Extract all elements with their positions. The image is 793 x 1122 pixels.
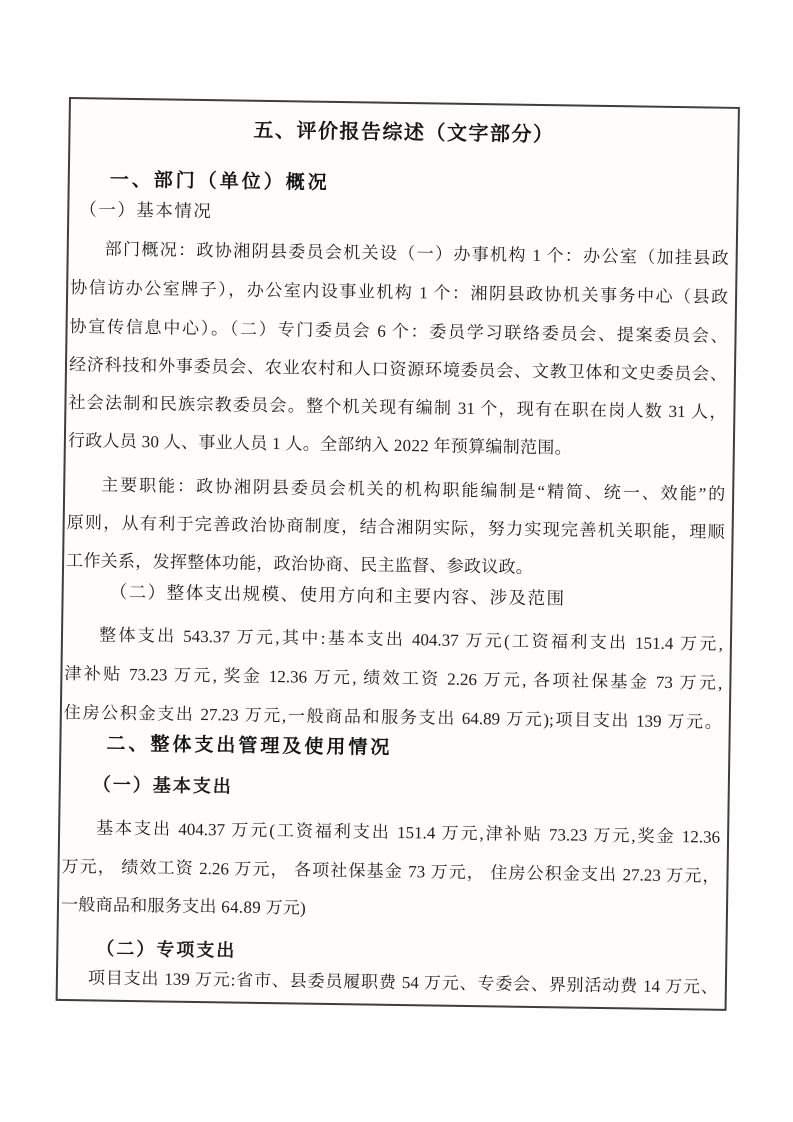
subsection-heading-overall-expenditure: （二）整体支出规模、使用方向和主要内容、涉及范围 xyxy=(109,581,566,609)
subsection-heading-special-expenditure: （二）专项支出 xyxy=(96,938,237,961)
paragraph-line: 原则，从有利于完善政治协商制度，结合湘阴实际，努力实现完善机关职能，理顺 xyxy=(66,513,725,542)
document-border-box xyxy=(56,97,740,1011)
paragraph-line: 津补贴 73.23 万元, 奖金 12.36 万元, 绩效工资 2.26 万元, 各项社保基金 73 万元, xyxy=(64,663,723,693)
paragraph-line: 万元， 绩效工资 2.26 万元， 各项社保基金 73 万元， 住房公积金支出 27.23 万元， xyxy=(61,856,720,886)
paragraph-line: 行政人员 30 人、事业人员 1 人。全部纳入 2022 年预算编制范围。 xyxy=(67,431,573,458)
paragraph-line: 整体支出 543.37 万元,其中:基本支出 404.37 万元(工资福利支出 151.4 万元, xyxy=(98,625,724,654)
subsection-heading-basic-expenditure: （一）基本支出 xyxy=(92,774,233,797)
page-title: 五、评价报告综述（文字部分） xyxy=(253,119,555,147)
subsection-heading-basic-info: （一）基本情况 xyxy=(79,199,213,222)
paragraph-line: 住房公积金支出 27.23 万元,一般商品和服务支出 64.89 万元);项目支出 139 万元。 xyxy=(63,702,722,732)
paragraph-line: 项目支出 139 万元:省市、县委员履职费 54 万元、专委会、界别活动费 14 万元、 xyxy=(87,968,719,997)
paragraph-line: 工作关系，发挥整体功能，政治协商、民主监督、参政议政。 xyxy=(65,551,534,577)
paragraph-line: 经济科技和外事委员会、农业农村和人口资源环境委员会、文教卫体和文史委员会、 xyxy=(68,355,728,384)
paragraph-line: 社会法制和民族宗教委员会。整个机关现有编制 31 个，现有在职在岗人数 31 人， xyxy=(68,393,727,422)
paragraph-line: 部门概况：政协湘阴县委员会机关设（一）办事机构 1 个：办公室（加挂县政 xyxy=(104,239,729,268)
paragraph-line: 协信访办公室牌子），办公室内设事业机构 1 个：湘阴县政协机关事务中心（县政 xyxy=(70,278,729,307)
section-heading-1: 一、部门（单位）概况 xyxy=(109,169,330,194)
paragraph-line: 基本支出 404.37 万元(工资福利支出 151.4 万元,津补贴 73.23 万元,奖金 12.36 xyxy=(96,818,721,847)
paragraph-line: 主要职能：政协湘阴县委员会机关的机构职能编制是“精简、统一、效能”的 xyxy=(101,475,726,504)
paragraph-line: 协宣传信息中心）。（二）专门委员会 6 个：委员学习联络委员会、提案委员会、 xyxy=(69,317,728,346)
section-heading-2: 二、整体支出管理及使用情况 xyxy=(106,733,393,759)
paragraph-line: 一般商品和服务支出 64.89 万元) xyxy=(60,894,307,918)
